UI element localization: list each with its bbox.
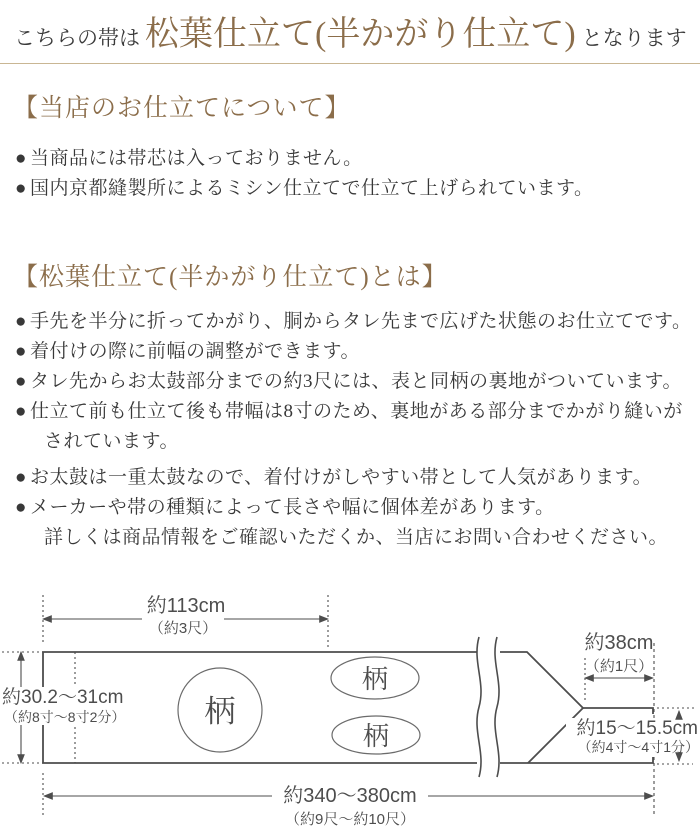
- bullet-icon: ●: [15, 497, 27, 518]
- bullet-text: 着付けの際に前幅の調整ができます。: [29, 341, 360, 362]
- title-suffix: となります: [581, 26, 687, 50]
- obi-measurement-diagram: [0, 585, 700, 835]
- bullet-text: タレ先からお太鼓部分までの約3尺には、表と同柄の裏地がついています。: [29, 371, 682, 392]
- bullet-icon: ●: [15, 341, 27, 362]
- title-divider: [0, 63, 700, 64]
- bullet-item: [0, 144, 700, 174]
- break-wavy-lines: [477, 637, 499, 777]
- section-tailoring-bullets: [0, 144, 700, 204]
- bullet-item: [0, 174, 700, 204]
- label-tip-width-cm: 約15～15.5cm: [576, 718, 698, 739]
- label-tip-width-shaku: （約4寸～4寸1分）: [577, 739, 699, 755]
- label-total-length-cm: 約340～380cm: [283, 785, 417, 807]
- label-left-height-shaku: （約8寸～8寸2分）: [4, 709, 126, 725]
- bullet-icon: ●: [15, 467, 27, 488]
- bullet-item: [0, 397, 700, 457]
- bullet-icon: ●: [15, 401, 27, 422]
- label-pattern-top: 柄: [361, 664, 389, 694]
- label-top-width-cm: 約113cm: [146, 595, 226, 617]
- bullet-item: [0, 493, 700, 553]
- bullet-text: 仕立て前も仕立て後も帯幅は8寸のため、裏地がある部分までかがり縫いが: [29, 401, 683, 422]
- section-matsuba-bullets: [0, 307, 700, 553]
- bullet-text: お太鼓は一重太鼓なので、着付けがしやすい帯として人気があります。: [29, 467, 653, 488]
- bullet-icon: ●: [15, 311, 27, 332]
- section-heading-matsuba: 【松葉仕立て(半かがり仕立て)とは】: [13, 264, 448, 291]
- bullet-text: メーカーや帯の種類によって長さや幅に個体差があります。: [29, 497, 555, 518]
- label-top-width-shaku: （約3尺）: [148, 620, 218, 637]
- title-highlight: 松葉仕立て(半かがり仕立て): [145, 16, 576, 53]
- label-pattern-bottom: 柄: [362, 721, 390, 751]
- label-left-height-cm: 約30.2～31cm: [2, 687, 124, 708]
- label-tip-length-shaku: （約1尺）: [584, 658, 654, 675]
- bullet-item: [0, 367, 700, 397]
- label-tip-length-cm: 約38cm: [584, 632, 654, 654]
- obi-outline: [43, 652, 653, 763]
- bullet-text: 手先を半分に折ってかがり、胴からタレ先まで広げた状態のお仕立てです。: [29, 311, 692, 332]
- label-pattern-large: 柄: [204, 694, 236, 729]
- bullet-icon: ●: [15, 148, 27, 169]
- bullet-item: [0, 463, 700, 493]
- bullet-item: [0, 307, 700, 337]
- bullet-icon: ●: [15, 371, 27, 392]
- page-title: [0, 0, 700, 60]
- label-total-length-shaku: （約9尺～約10尺）: [284, 811, 416, 828]
- bullet-icon: ●: [15, 178, 27, 199]
- bullet-item: [0, 337, 700, 367]
- bullet-text: 国内京都縫製所によるミシン仕立てで仕立て上げられています。: [29, 178, 594, 199]
- bullet-text-continuation: 詳しくは商品情報をご確認いただくか、当店にお問い合わせください。: [44, 527, 669, 548]
- section-heading-tailoring: 【当店のお仕立てについて】: [13, 95, 351, 122]
- title-prefix: こちらの帯は: [14, 26, 140, 50]
- bullet-text-continuation: されています。: [44, 431, 179, 452]
- bullet-text: 当商品には帯芯は入っておりません。: [29, 148, 363, 169]
